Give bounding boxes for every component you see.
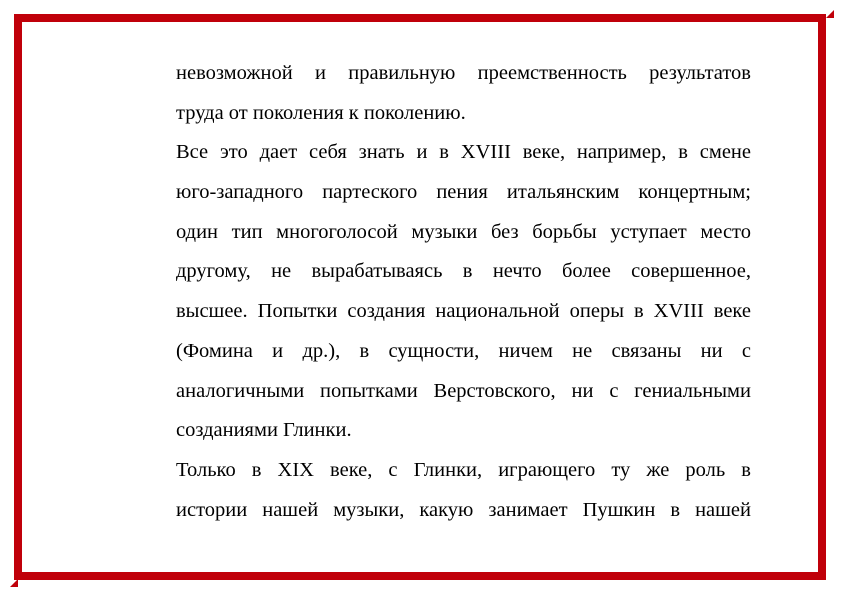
frame-corner-bottom-left [10, 579, 18, 587]
text-line-6: другому, не вырабатываясь в нечто более совершенное, [176, 260, 751, 283]
text-line-2: труда от поколения к поколению. [176, 101, 466, 124]
body-text [176, 58, 751, 534]
text-line-11: Только в XIX веке, с Глинки, играющего ту же роль в [176, 458, 751, 481]
text-line-4: юго-западного партеского пения итальянским концертным; [176, 181, 751, 204]
text-line-5: один тип многоголосой музыки без борьбы уступает место [176, 220, 751, 243]
text-line-3: Все это дает себя знать и в XVIII веке, например, в смене [176, 141, 751, 164]
text-line-9: аналогичными попытками Верстовского, ни с гениальными [176, 379, 751, 402]
text-line-1: невозможной и правильную преемственность результатов [176, 62, 751, 84]
text-line-12: истории нашей музыки, какую занимает Пушкин в нашей [176, 498, 751, 521]
text-line-10: созданиями Глинки. [176, 419, 352, 442]
text-line-8: (Фомина и др.), в сущности, ничем не связаны ни с [176, 339, 751, 362]
frame-corner-top-right [826, 10, 834, 18]
text-line-7: высшее. Попытки создания национальной оперы в XVIII веке [176, 300, 751, 323]
